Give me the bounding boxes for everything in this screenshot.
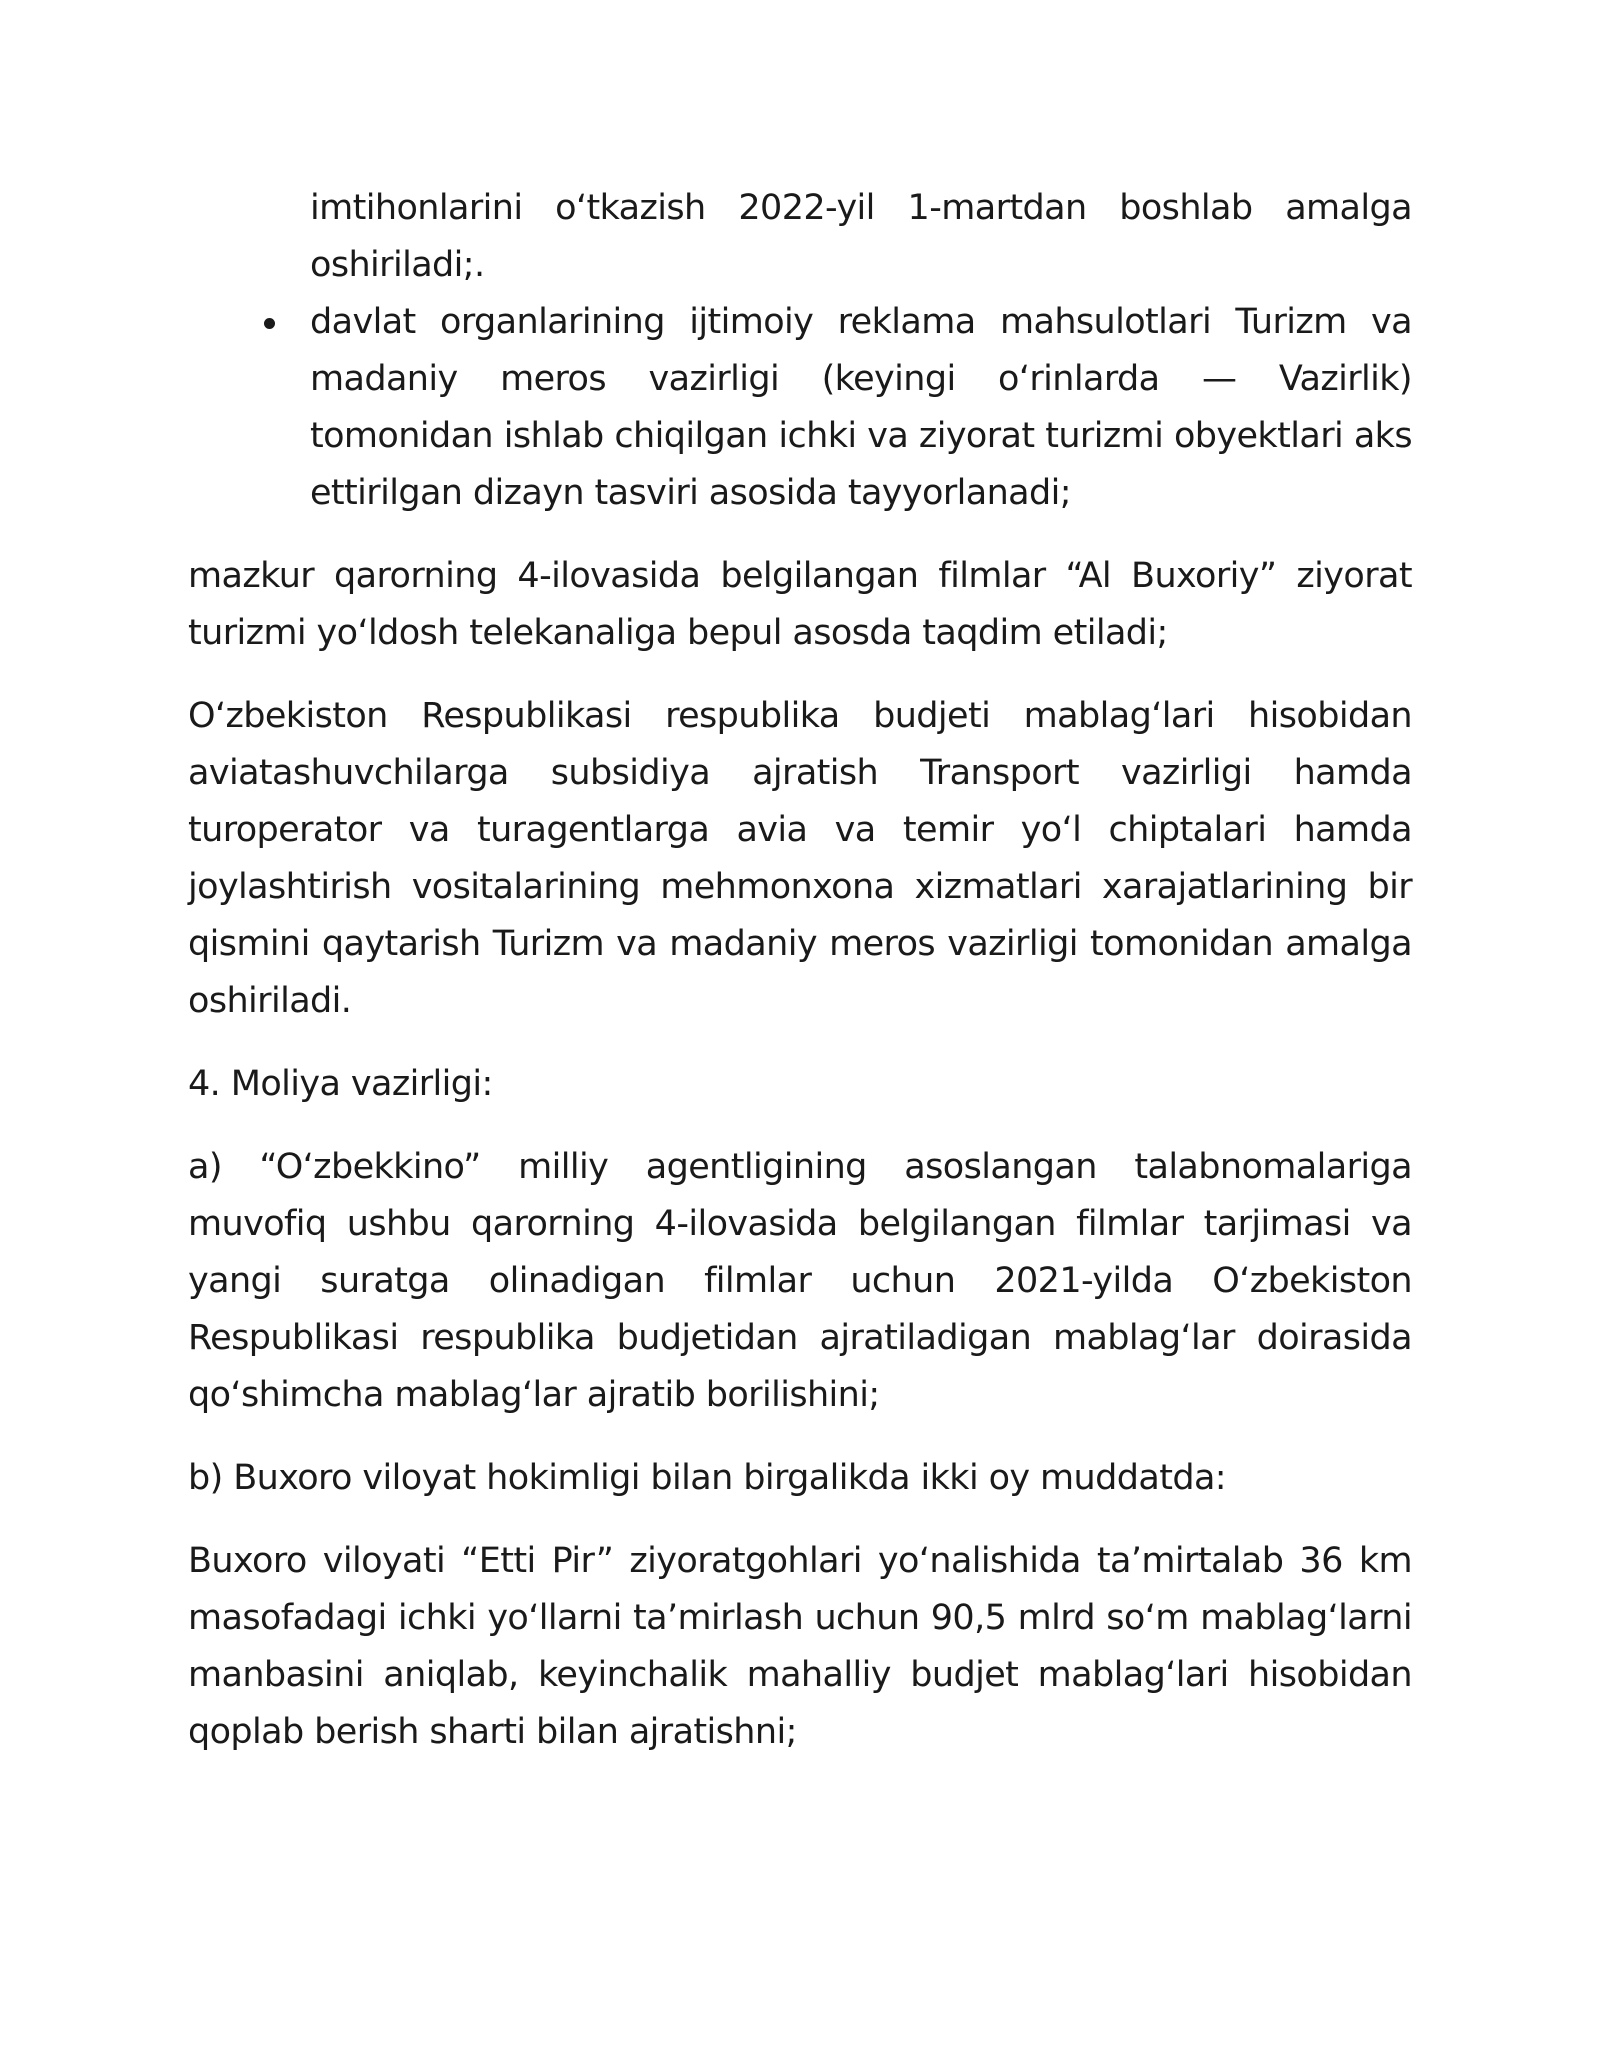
list-item-text: imtihonlarini o‘tkazish 2022-yil 1-martdan boshlab amalga oshiriladi;. bbox=[310, 188, 1412, 285]
paragraph-item-b: b) Buxoro viloyat hokimligi bilan birgalikda ikki oy muddatda: bbox=[188, 1458, 1226, 1498]
bullet-list bbox=[188, 180, 1412, 522]
document-page bbox=[188, 180, 1412, 1787]
paragraph-films-free: mazkur qarorning 4-ilovasida belgilangan filmlar “Al Buxoriy” ziyorat turizmi yo‘ldosh telekanaliga bepul asosda taqdim etiladi; bbox=[188, 556, 1412, 653]
paragraph-roads: Buxoro viloyati “Etti Pir” ziyoratgohlari yo‘nalishida ta’mirtalab 36 km masofadagi ichki yo‘llarni ta’mirlash uchun 90,5 mlrd so‘m mablag‘larni manbasini aniqlab, keyinchalik mahalliy budjet mablag‘lari hisobidan qoplab berish sharti bilan ajratishni; bbox=[188, 1541, 1412, 1752]
bullet-icon bbox=[264, 318, 275, 329]
paragraph-item-a: a) “O‘zbekkino” milliy agentligining asoslangan talabnomalariga muvofiq ushbu qarorning 4-ilovasida belgilangan filmlar tarjimasi va yangi suratga olinadigan filmlar uchun 2021-yilda O‘zbekiston Respublikasi respublika budjetidan ajratiladigan mablag‘lar doirasida qo‘shimcha mablag‘lar ajratib borilishini; bbox=[188, 1147, 1412, 1415]
list-item-continuation bbox=[188, 180, 1412, 294]
list-item bbox=[188, 294, 1412, 522]
paragraph-subsidy: O‘zbekiston Respublikasi respublika budjeti mablag‘lari hisobidan aviatashuvchilarga subsidiya ajratish Transport vazirligi hamda turoperator va turagentlarga avia va temir yo‘l chiptalari hamda joylashtirish vositalarining mehmonxona xizmatlari xarajatlarining bir qismini qaytarish Turizm va madaniy meros vazirligi tomonidan amalga oshiriladi. bbox=[188, 696, 1412, 1021]
list-item-text: davlat organlarining ijtimoiy reklama mahsulotlari Turizm va madaniy meros vazirligi (keyingi o‘rinlarda — Vazirlik) tomonidan ishlab chiqilgan ichki va ziyorat turizmi obyektlari aks ettirilgan dizayn tasviri asosida tayyorlanadi; bbox=[310, 302, 1412, 513]
section-heading-finance-ministry: 4. Moliya vazirligi: bbox=[188, 1064, 493, 1104]
